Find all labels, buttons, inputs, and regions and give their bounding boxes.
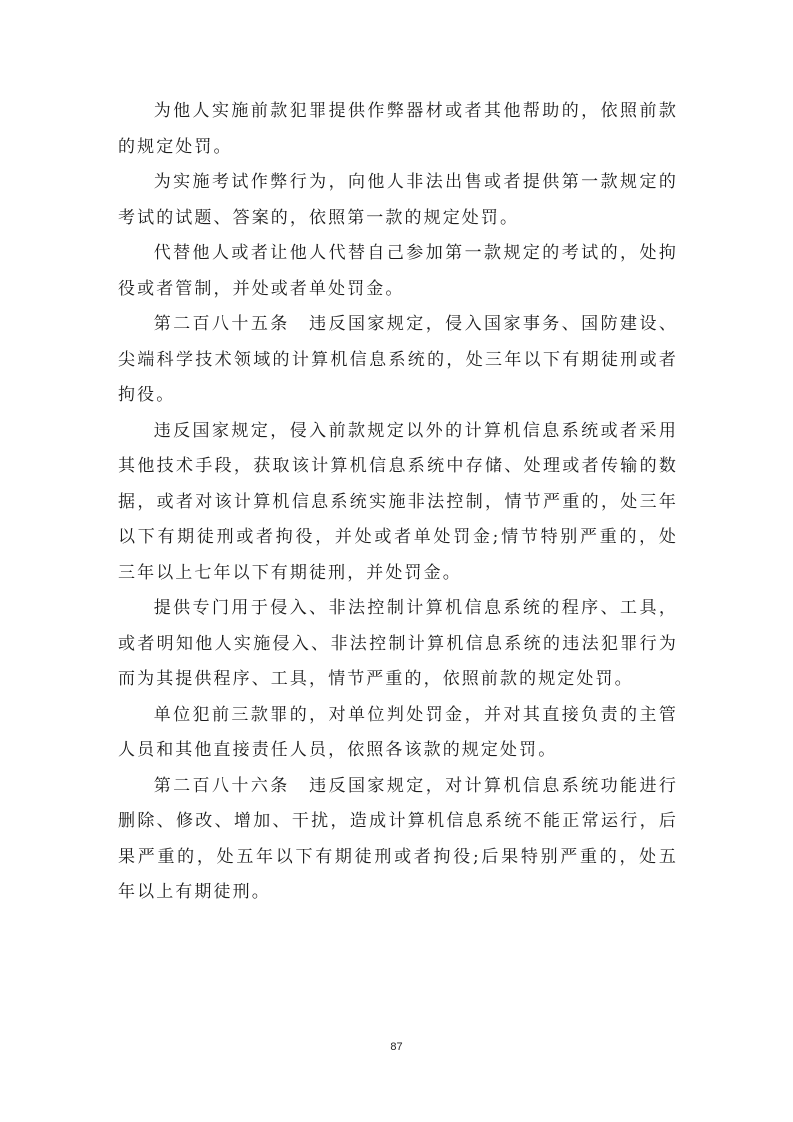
paragraph: 违反国家规定，侵入前款规定以外的计算机信息系统或者采用其他技术手段，获取该计算机信息系统中存储、处理或者传输的数据，或者对该计算机信息系统实施非法控制，情节严重的，处三年以下有期徒刑或者拘役，并处或者单处罚金;情节特别严重的，处三年以上七年以下有期徒刑，并处罚金。 <box>118 420 678 583</box>
page-number: 87 <box>390 1041 403 1053</box>
paragraph: 提供专门用于侵入、非法控制计算机信息系统的程序、工具，或者明知他人实施侵入、非法控制计算机信息系统的违法犯罪行为而为其提供程序、工具，情节严重的，依照前款的规定处罚。 <box>118 598 678 689</box>
paragraph: 单位犯前三款罪的，对单位判处罚金，并对其直接负责的主管人员和其他直接责任人员，依照各该款的规定处罚。 <box>118 704 678 760</box>
paragraph: 为实施考试作弊行为，向他人非法出售或者提供第一款规定的考试的试题、答案的，依照第一款的规定处罚。 <box>118 172 678 228</box>
article-285-paragraph: 第二百八十五条 违反国家规定，侵入国家事务、国防建设、尖端科学技术领域的计算机信息系统的，处三年以下有期徒刑或者拘役。 <box>118 314 678 405</box>
paragraph: 为他人实施前款犯罪提供作弊器材或者其他帮助的，依照前款的规定处罚。 <box>118 101 678 157</box>
paragraph: 代替他人或者让他人代替自己参加第一款规定的考试的，处拘役或者管制，并处或者单处罚金。 <box>118 243 678 299</box>
article-286-paragraph: 第二百八十六条 违反国家规定，对计算机信息系统功能进行删除、修改、增加、干扰，造成计算机信息系统不能正常运行，后果严重的，处五年以下有期徒刑或者拘役;后果特别严重的，处五年以上有期徒刑。 <box>118 775 678 902</box>
page-body <box>118 94 678 911</box>
